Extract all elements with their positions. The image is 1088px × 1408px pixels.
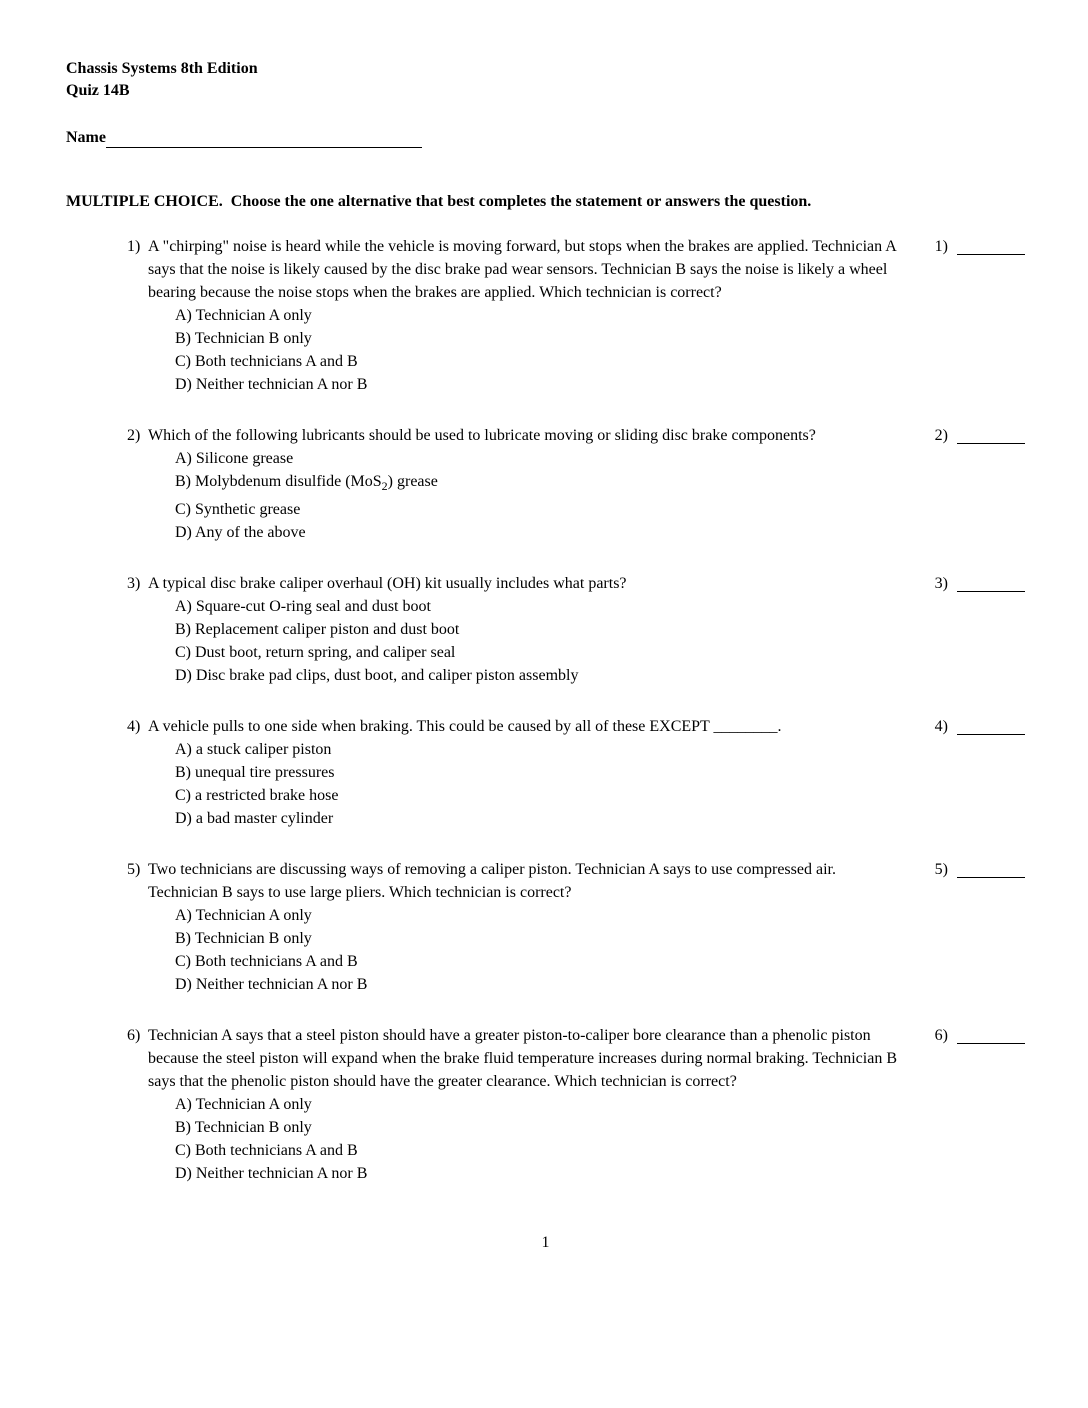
answer-option: A) a stuck caliper piston: [175, 741, 332, 759]
question-number: 4): [127, 718, 141, 736]
options-list: [148, 738, 905, 830]
question-number: 1): [127, 238, 141, 255]
document-title: Chassis Systems 8th Edition: [66, 60, 258, 77]
answer-option: C) a restricted brake hose: [175, 787, 339, 805]
question-body: [148, 715, 905, 830]
answer-blank-line: [957, 424, 1025, 444]
question-number: 3): [127, 575, 141, 593]
answer-option: A) Square-cut O-ring seal and dust boot: [175, 598, 431, 616]
answer-option: C) Synthetic grease: [175, 501, 301, 519]
answer-option: C) Dust boot, return spring, and caliper seal: [175, 644, 456, 662]
question-number: 2): [127, 427, 141, 444]
answer-option: A) Technician A only: [175, 1096, 312, 1114]
question-text: A typical disc brake caliper overhaul (OH) kit usually includes what parts?: [148, 575, 627, 593]
name-blank-line: [106, 129, 422, 148]
answer-number: 5): [934, 861, 948, 879]
question-text: Which of the following lubricants should be used to lubricate moving or sliding disc brake components?: [148, 427, 816, 444]
options-list: [148, 904, 905, 996]
answer-option: D) a bad master cylinder: [175, 810, 334, 828]
page-number: 1: [541, 1234, 550, 1252]
answer-number: 2): [934, 427, 948, 444]
answer-option: B) Replacement caliper piston and dust boot: [175, 621, 460, 639]
question-number: 6): [127, 1027, 141, 1045]
subscript-text: 2: [381, 479, 388, 494]
option-text-part: ) grease: [387, 473, 438, 490]
answer-option: D) Neither technician A nor B: [175, 376, 368, 393]
answer-area: [905, 1024, 1025, 1185]
answer-blank-line: [957, 715, 1025, 735]
answer-number: 6): [934, 1027, 948, 1045]
answer-option: D) Disc brake pad clips, dust boot, and caliper piston assembly: [175, 667, 579, 685]
answer-number: 4): [934, 718, 948, 736]
answer-area: [905, 572, 1025, 687]
question-text: A vehicle pulls to one side when braking. This could be caused by all of these EXCEPT ________.: [148, 718, 782, 736]
answer-option: A) Silicone grease: [175, 450, 294, 467]
answer-option: A) Technician A only: [175, 307, 312, 324]
instructions-heading: MULTIPLE CHOICE. Choose the one alternative that best completes the statement or answers the question.: [66, 193, 812, 210]
answer-area: [905, 424, 1025, 544]
question-body: [148, 1024, 905, 1185]
answer-option: C) Both technicians A and B: [175, 353, 358, 370]
question-text: A "chirping" noise is heard while the vehicle is moving forward, but stops when the brakes are applied. Technician A says that the noise is likely caused by the disc brake pad wear sensors. Technician B says the noise is likely a wheel bearing because the noise stops when the brakes are applied. Which technician is correct?: [148, 238, 896, 301]
answer-blank-line: [957, 572, 1025, 592]
question-body: [148, 424, 905, 544]
question-block: [127, 572, 1025, 687]
question-block: [127, 235, 1025, 396]
answer-blank-line: [957, 235, 1025, 255]
question-body: [148, 858, 905, 996]
name-label: Name: [66, 129, 106, 146]
answer-area: [905, 715, 1025, 830]
answer-blank-line: [957, 1024, 1025, 1044]
question-block: [127, 1024, 1025, 1185]
answer-area: [905, 235, 1025, 396]
answer-option: [148, 470, 905, 498]
answer-option: B) Technician B only: [175, 930, 312, 948]
question-block: [127, 715, 1025, 830]
question-body: [148, 235, 905, 396]
name-row: [66, 128, 422, 148]
document-header: [66, 58, 1025, 102]
answer-number: 3): [934, 575, 948, 593]
answer-option: C) Both technicians A and B: [175, 1142, 358, 1160]
question-text: Technician A says that a steel piston should have a greater piston-to-caliper bore clearance than a phenolic piston because the steel piston will expand when the brake fluid temperature increases during normal braking. Technician B says that the phenolic piston should have the greater clearance. Which technician is correct?: [148, 1027, 897, 1091]
question-block: [127, 858, 1025, 996]
question-number: 5): [127, 861, 141, 879]
option-text-part: B) Molybdenum disulfide (MoS: [175, 473, 382, 490]
answer-option: B) Technician B only: [175, 330, 312, 347]
answer-option: D) Neither technician A nor B: [175, 1165, 368, 1183]
question-block: [127, 424, 1025, 544]
answer-option: C) Both technicians A and B: [175, 953, 358, 971]
answer-blank-line: [957, 858, 1025, 878]
question-body: [148, 572, 905, 687]
answer-option: D) Neither technician A nor B: [175, 976, 368, 994]
options-list: [148, 595, 905, 687]
question-text: Two technicians are discussing ways of removing a caliper piston. Technician A says to use compressed air. Technician B says to use large pliers. Which technician is correct?: [148, 861, 836, 902]
options-list: [148, 447, 905, 544]
questions-list: [66, 235, 1025, 1185]
answer-option: D) Any of the above: [175, 524, 306, 542]
options-list: [148, 304, 905, 396]
options-list: [148, 1093, 905, 1185]
answer-option: B) unequal tire pressures: [175, 764, 335, 782]
answer-number: 1): [934, 238, 948, 255]
answer-option: B) Technician B only: [175, 1119, 312, 1137]
answer-area: [905, 858, 1025, 996]
answer-option: A) Technician A only: [175, 907, 312, 925]
quiz-number: Quiz 14B: [66, 82, 130, 99]
